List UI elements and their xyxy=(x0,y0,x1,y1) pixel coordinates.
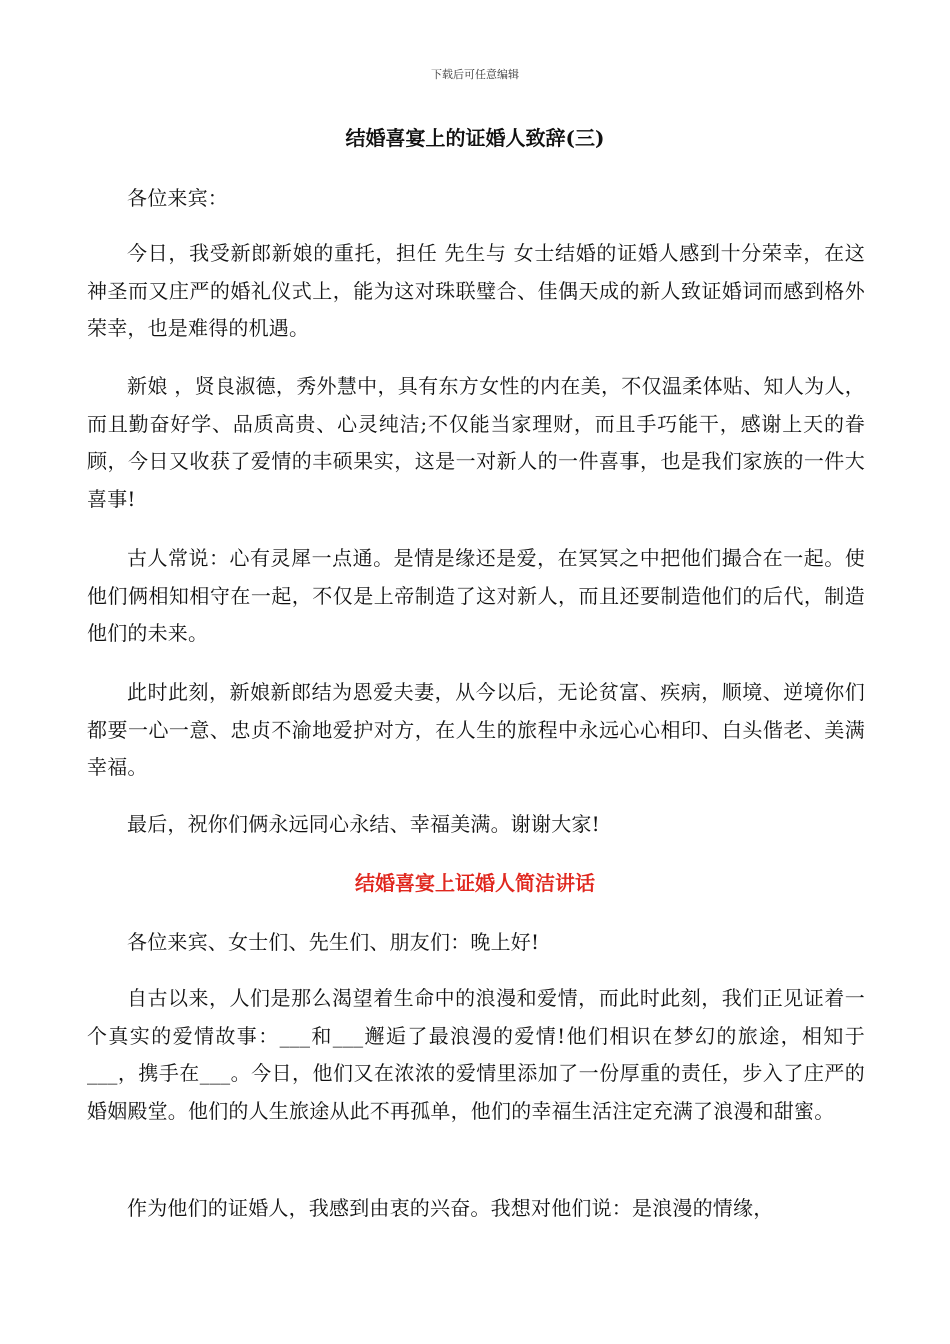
section2-paragraph-greeting: 各位来宾、女士们、先生们、朋友们：晚上好! xyxy=(127,930,540,954)
section1-paragraph-3: 古人常说：心有灵犀一点通。是情是缘还是爱，在冥冥之中把他们撮合在一起。使他们俩相知相守在一起，不仅是上帝制造了这对新人，而且还要制造他们的后代，制造他们的未来。 xyxy=(87,546,865,645)
section2-paragraph-2: 作为他们的证婚人，我感到由衷的兴奋。我想对他们说：是浪漫的情缘， xyxy=(127,1196,774,1220)
section1-paragraph-closing: 最后，祝你们俩永远同心永结、幸福美满。谢谢大家! xyxy=(127,812,600,836)
section1-paragraph-4: 此时此刻，新娘新郎结为恩爱夫妻，从今以后，无论贫富、疾病，顺境、逆境你们都要一心一意、忠贞不渝地爱护对方，在人生的旅程中永远心心相印、白头偕老、美满幸福。 xyxy=(87,680,865,779)
section1-paragraph-greeting: 各位来宾： xyxy=(127,186,228,210)
page-header-note: 下载后可任意编辑 xyxy=(431,68,519,81)
section1-paragraph-2: 新娘 ，贤良淑德，秀外慧中，具有东方女性的内在美，不仅温柔体贴、知人为人，而且勤奋好学、品质高贵、心灵纯洁;不仅能当家理财，而且手巧能干，感谢上天的眷顾，今日又收获了爱情的丰硕果实，这是一对新人的一件喜事，也是我们家族的一件大喜事! xyxy=(87,374,865,511)
section1-paragraph-1: 今日，我受新郎新娘的重托，担任 先生与 女士结婚的证婚人感到十分荣幸，在这神圣而又庄严的婚礼仪式上，能为这对珠联璧合、佳偶天成的新人致证婚词而感到格外荣幸，也是难得的机遇。 xyxy=(87,241,865,340)
section2-title: 结婚喜宴上证婚人简洁讲话 xyxy=(355,871,595,895)
section2-paragraph-1: 自古以来，人们是那么渴望着生命中的浪漫和爱情，而此时此刻，我们正见证着一个真实的爱情故事：___和___邂逅了最浪漫的爱情!他们相识在梦幻的旅途，相知于___，携手在___。今日，他们又在浓浓的爱情里添加了一份厚重的责任，步入了庄严的婚姻殿堂。他们的人生旅途从此不再孤单，他们的幸福生活注定充满了浪漫和甜蜜。 xyxy=(87,986,865,1123)
section1-title: 结婚喜宴上的证婚人致辞(三) xyxy=(345,126,605,150)
